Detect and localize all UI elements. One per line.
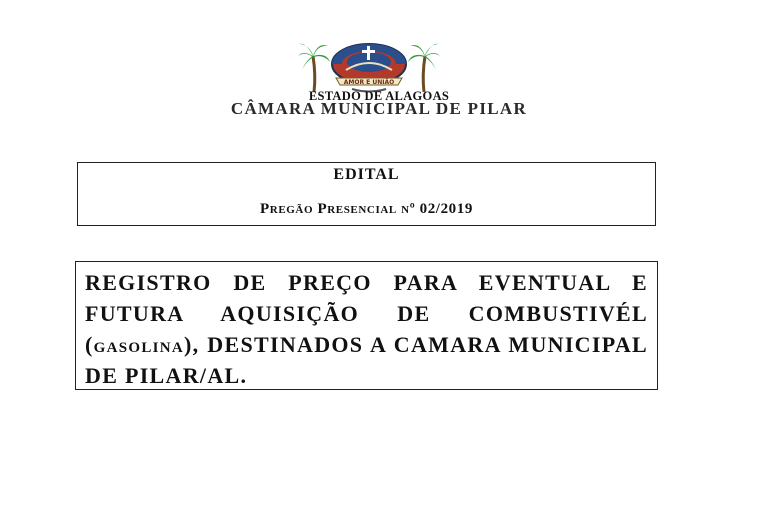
motto-text: AMOR E UNIÃO <box>343 79 395 86</box>
edital-box <box>77 162 656 226</box>
pregao-number: Pregão Presencial nº 02/2019 <box>260 201 473 217</box>
subject-part-1: REGISTRO DE PREÇO PARA EVENTUAL E FUTURA AQUISIÇÃO DE COMBUSTIVÉL <box>85 270 648 326</box>
subject-text <box>85 267 648 391</box>
motto-banner <box>336 78 402 86</box>
municipal-coat-of-arms-logo <box>296 40 442 94</box>
subject-part-3: , DESTINADOS A CAMARA MUNICIPAL DE PILAR/AL. <box>85 332 648 388</box>
left-palm-icon <box>298 44 330 92</box>
chamber-name: CÂMARA MUNICIPAL DE PILAR <box>230 99 528 118</box>
right-palm-icon <box>408 44 440 92</box>
edital-title: EDITAL <box>333 166 400 183</box>
subject-box <box>75 261 658 390</box>
state-name: ESTADO DE ALAGOAS <box>308 89 450 103</box>
subject-fuel-type: (gasolina) <box>85 332 193 357</box>
